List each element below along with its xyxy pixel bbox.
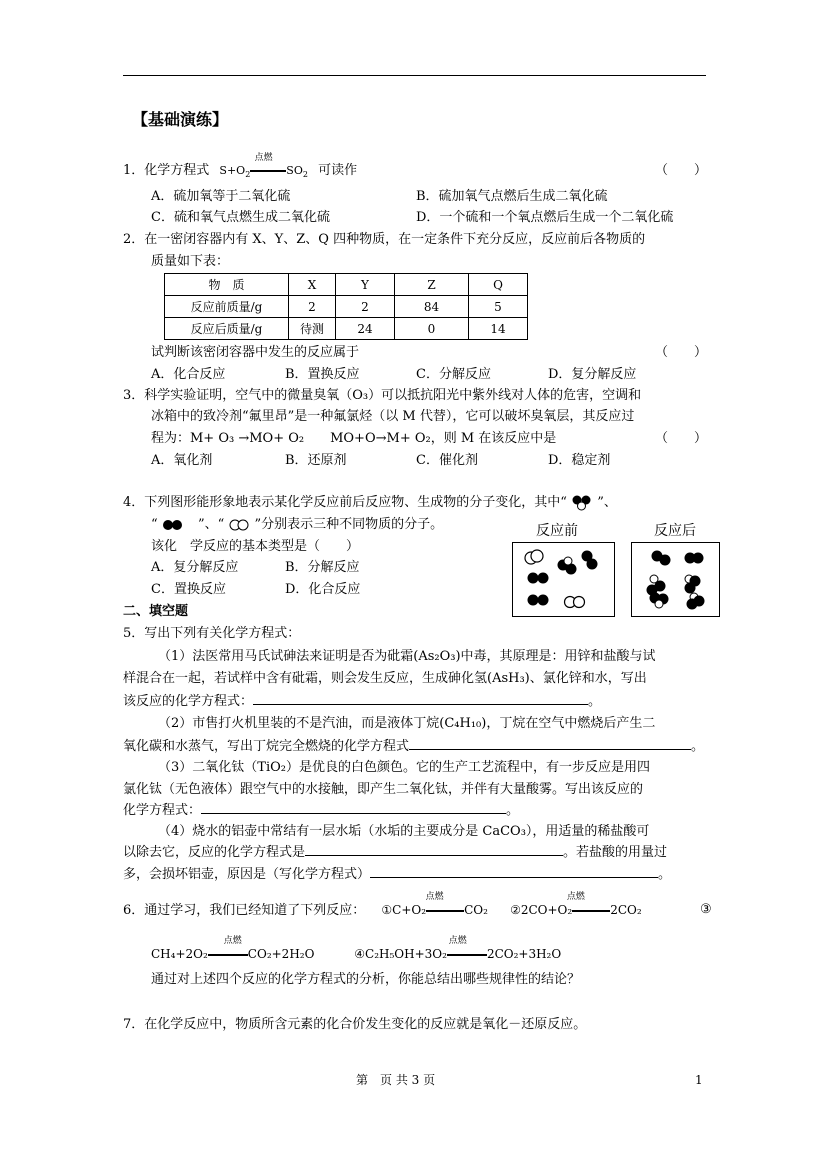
black-pair-molecule	[652, 551, 671, 566]
q2-option-c[interactable]: C．分解反应	[416, 367, 491, 382]
q5-part1-line3: 该反应的化学方程式： 。	[123, 694, 602, 709]
q5-part1-answer-blank[interactable]	[253, 692, 588, 705]
q1-option-b[interactable]: B．硫加氧气点燃后生成二氧化硫	[416, 189, 608, 204]
q6-stem: 6．通过学习，我们已经知道了下列反应： ①C+O₂ 点燃 CO₂ ②2CO+O₂ 点燃 2CO₂	[123, 892, 642, 918]
q4-option-d[interactable]: D．化合反应	[285, 582, 361, 597]
molecule-key-black-pair-icon	[162, 518, 184, 532]
q6-reactions-line2	[151, 936, 562, 963]
q6-question: 通过对上述四个反应的化学方程式的分析，你能总结出哪些规律性的结论？	[151, 972, 581, 987]
q1-bracket: （ ）	[655, 163, 708, 178]
before-reaction-box	[512, 542, 615, 617]
q5-part4-reason-blank[interactable]	[370, 865, 658, 878]
q2-bracket: （ ）	[655, 345, 708, 360]
table-row	[165, 318, 528, 340]
table-cell: 5	[469, 296, 528, 318]
table-header-cell: Z	[395, 274, 469, 296]
q4-option-a[interactable]: A．复分解反应	[151, 560, 239, 575]
header-rule	[123, 75, 706, 76]
table-cell: 反应后质量/g	[165, 318, 289, 340]
q4-stem-line1: 4．下列图形能形象地表示某化学反应前后反应物、生成物的分子变化，其中“ ”、	[123, 495, 617, 510]
q5-part4-answer-blank[interactable]	[305, 843, 563, 856]
q1-option-c[interactable]: C．硫和氧气点燃生成二氧化硫	[151, 210, 330, 225]
q2-question: 试判断该密闭容器中发生的反应属于	[151, 345, 360, 360]
q3-option-d[interactable]: D．稳定剂	[548, 453, 611, 468]
q3-stem-line1: 3．科学实验证明，空气中的微量臭氧（O₃）可以抵抗阳光中紫外线对人体的危害，空调和	[123, 388, 642, 403]
page-footer-text: 第 页 共 3 页	[356, 1073, 436, 1087]
q5-part3-line2: 氯化钛（无色液体）跟空气中的水接触，即产生二氧化钛，并伴有大量酸雾。写出该反应的	[123, 782, 644, 797]
q1-option-a[interactable]: A．硫加氧等于二氧化硫	[151, 189, 291, 204]
table-cell: 待测	[289, 318, 336, 340]
table-cell: 14	[469, 318, 528, 340]
reaction-3-equation: CH₄+2O₂ 点燃 CO₂+2H₂O	[151, 936, 315, 961]
q2-stem-line2: 质量如下表：	[151, 254, 230, 269]
q7-stem: 7．在化学反应中，物质所含元素的化合价发生变化的反应就是氧化－还原反应。	[123, 1017, 587, 1032]
after-reaction-label: 反应后	[654, 523, 696, 539]
q3-option-b[interactable]: B．还原剂	[285, 453, 347, 468]
q5-part1-line2: 样混合在一起，若试样中含有砒霜，则会发生反应，生成砷化氢(AsH₃)、氯化锌和水，写出	[123, 671, 647, 686]
q3-option-a[interactable]: A．氧化剂	[151, 453, 213, 468]
q1-stem: 1．化学方程式 $S+O_2$ 点燃 $SO_2$ 可读作	[123, 162, 357, 184]
section-2-title: 二、填空题	[123, 604, 189, 619]
q5-part3-answer-blank[interactable]	[201, 801, 506, 814]
q5-part2-answer-blank[interactable]	[409, 737, 691, 750]
table-cell: 0	[395, 318, 469, 340]
before-reaction-label: 反应前	[536, 523, 578, 539]
q3-stem-line3: 程为：M+ O₃ →MO+ O₂ MO+O→M+ O₂，则 M 在该反应中是	[151, 431, 557, 446]
table-header-row	[165, 274, 528, 296]
q5-part2-line1: （2）市售打火机里装的不是汽油，而是液体丁烷(C₄H₁₀)，丁烷在空气中燃烧后产生二	[158, 716, 656, 731]
table-header-cell: X	[289, 274, 336, 296]
q4-option-b[interactable]: B．分解反应	[285, 560, 360, 575]
q5-intro: 5．写出下列有关化学方程式：	[123, 626, 301, 641]
page-number: 1	[695, 1073, 703, 1087]
molecule-key-triangle-icon	[571, 495, 593, 511]
triangle-molecule	[685, 575, 701, 594]
q5-part4-line2: 以除去它，反应的化学方程式是 。若盐酸的用量过	[123, 845, 668, 860]
black-pair-molecule	[685, 553, 704, 564]
q3-bracket: （ ）	[655, 431, 708, 446]
table-row	[165, 296, 528, 318]
q5-part1-line1: （1）法医常用马氏试砷法来证明是否为砒霜(As₂O₃)中毒，其原理是：用锌和盐酸与试	[158, 649, 656, 664]
reaction-1-equation: ①C+O₂ 点燃 CO₂	[381, 892, 488, 917]
molecule-key-white-pair-icon	[228, 518, 250, 532]
q5-part3-line1: （3）二氧化钛（TiO₂）是优良的白色颜色。它的生产工艺流程中，有一步反应是用四	[158, 760, 650, 775]
after-reaction-box	[631, 542, 720, 617]
q2-mass-table	[164, 273, 528, 340]
reaction-2-equation: ②2CO+O₂ 点燃 2CO₂	[510, 892, 642, 917]
q5-part2-line2: 氧化碳和水蒸气，写出丁烷完全燃烧的化学方程式 。	[123, 739, 705, 754]
q2-option-d[interactable]: D．复分解反应	[548, 367, 637, 382]
before-molecules-diagram	[513, 543, 614, 616]
black-pair-molecule	[582, 551, 598, 570]
q2-stem-line1: 2．在一密闭容器内有 X、Y、Z、Q 四种物质，在一定条件下充分反应，反应前后各物质的	[123, 232, 646, 247]
q2-option-b[interactable]: B．置换反应	[285, 367, 360, 382]
after-molecules-diagram	[632, 543, 719, 616]
table-cell: 24	[336, 318, 395, 340]
section-title: 【基础演练】	[132, 110, 229, 129]
table-header-cell: 物 质	[165, 274, 289, 296]
q2-option-a[interactable]: A．化合反应	[151, 367, 226, 382]
triangle-molecule	[650, 593, 669, 609]
table-cell: 2	[289, 296, 336, 318]
triangle-molecule	[647, 575, 666, 596]
table-header-cell: Y	[336, 274, 395, 296]
q4-option-c[interactable]: C．置换反应	[151, 582, 226, 597]
q4-question: 该化 学反应的基本类型是（ ）	[151, 539, 360, 554]
reaction-3-number: ③	[700, 902, 712, 917]
white-pair-molecule	[525, 550, 543, 564]
q3-option-c[interactable]: C．催化剂	[416, 453, 478, 468]
q1-equation: $S+O_2$ 点燃 $SO_2$	[219, 153, 308, 180]
table-cell: 84	[395, 296, 469, 318]
q5-part4-line1: （4）烧水的铝壶中常结有一层水垢（水垢的主要成分是 CaCO₃），用适量的稀盐酸可	[158, 824, 650, 839]
white-pair-molecule	[565, 597, 585, 608]
reaction-4-equation: ④C₂H₅OH+3O₂ 点燃 2CO₂+3H₂O	[354, 936, 562, 961]
table-header-cell: Q	[469, 274, 528, 296]
table-cell: 反应前质量/g	[165, 296, 289, 318]
q5-part3-line3: 化学方程式： 。	[123, 803, 520, 818]
table-cell: 2	[336, 296, 395, 318]
q1-option-d[interactable]: D．一个硫和一个氧点燃后生成一个二氧化硫	[416, 210, 674, 225]
q5-part4-line3: 多，会损坏铝壶，原因是（写化学方程式） 。	[123, 867, 672, 882]
q3-stem-line2: 冰箱中的致冷剂“氟里昂”是一种氟氯烃（以 M 代替），它可以破坏臭氧层，其反应过	[151, 409, 635, 424]
triangle-molecule	[558, 557, 577, 575]
q4-stem-line2: “ ”、“ ”分别表示三种不同物质的分子。	[151, 517, 444, 532]
black-pair-molecule	[528, 595, 549, 606]
black-pair-molecule	[528, 573, 549, 584]
triangle-molecule	[687, 593, 705, 610]
